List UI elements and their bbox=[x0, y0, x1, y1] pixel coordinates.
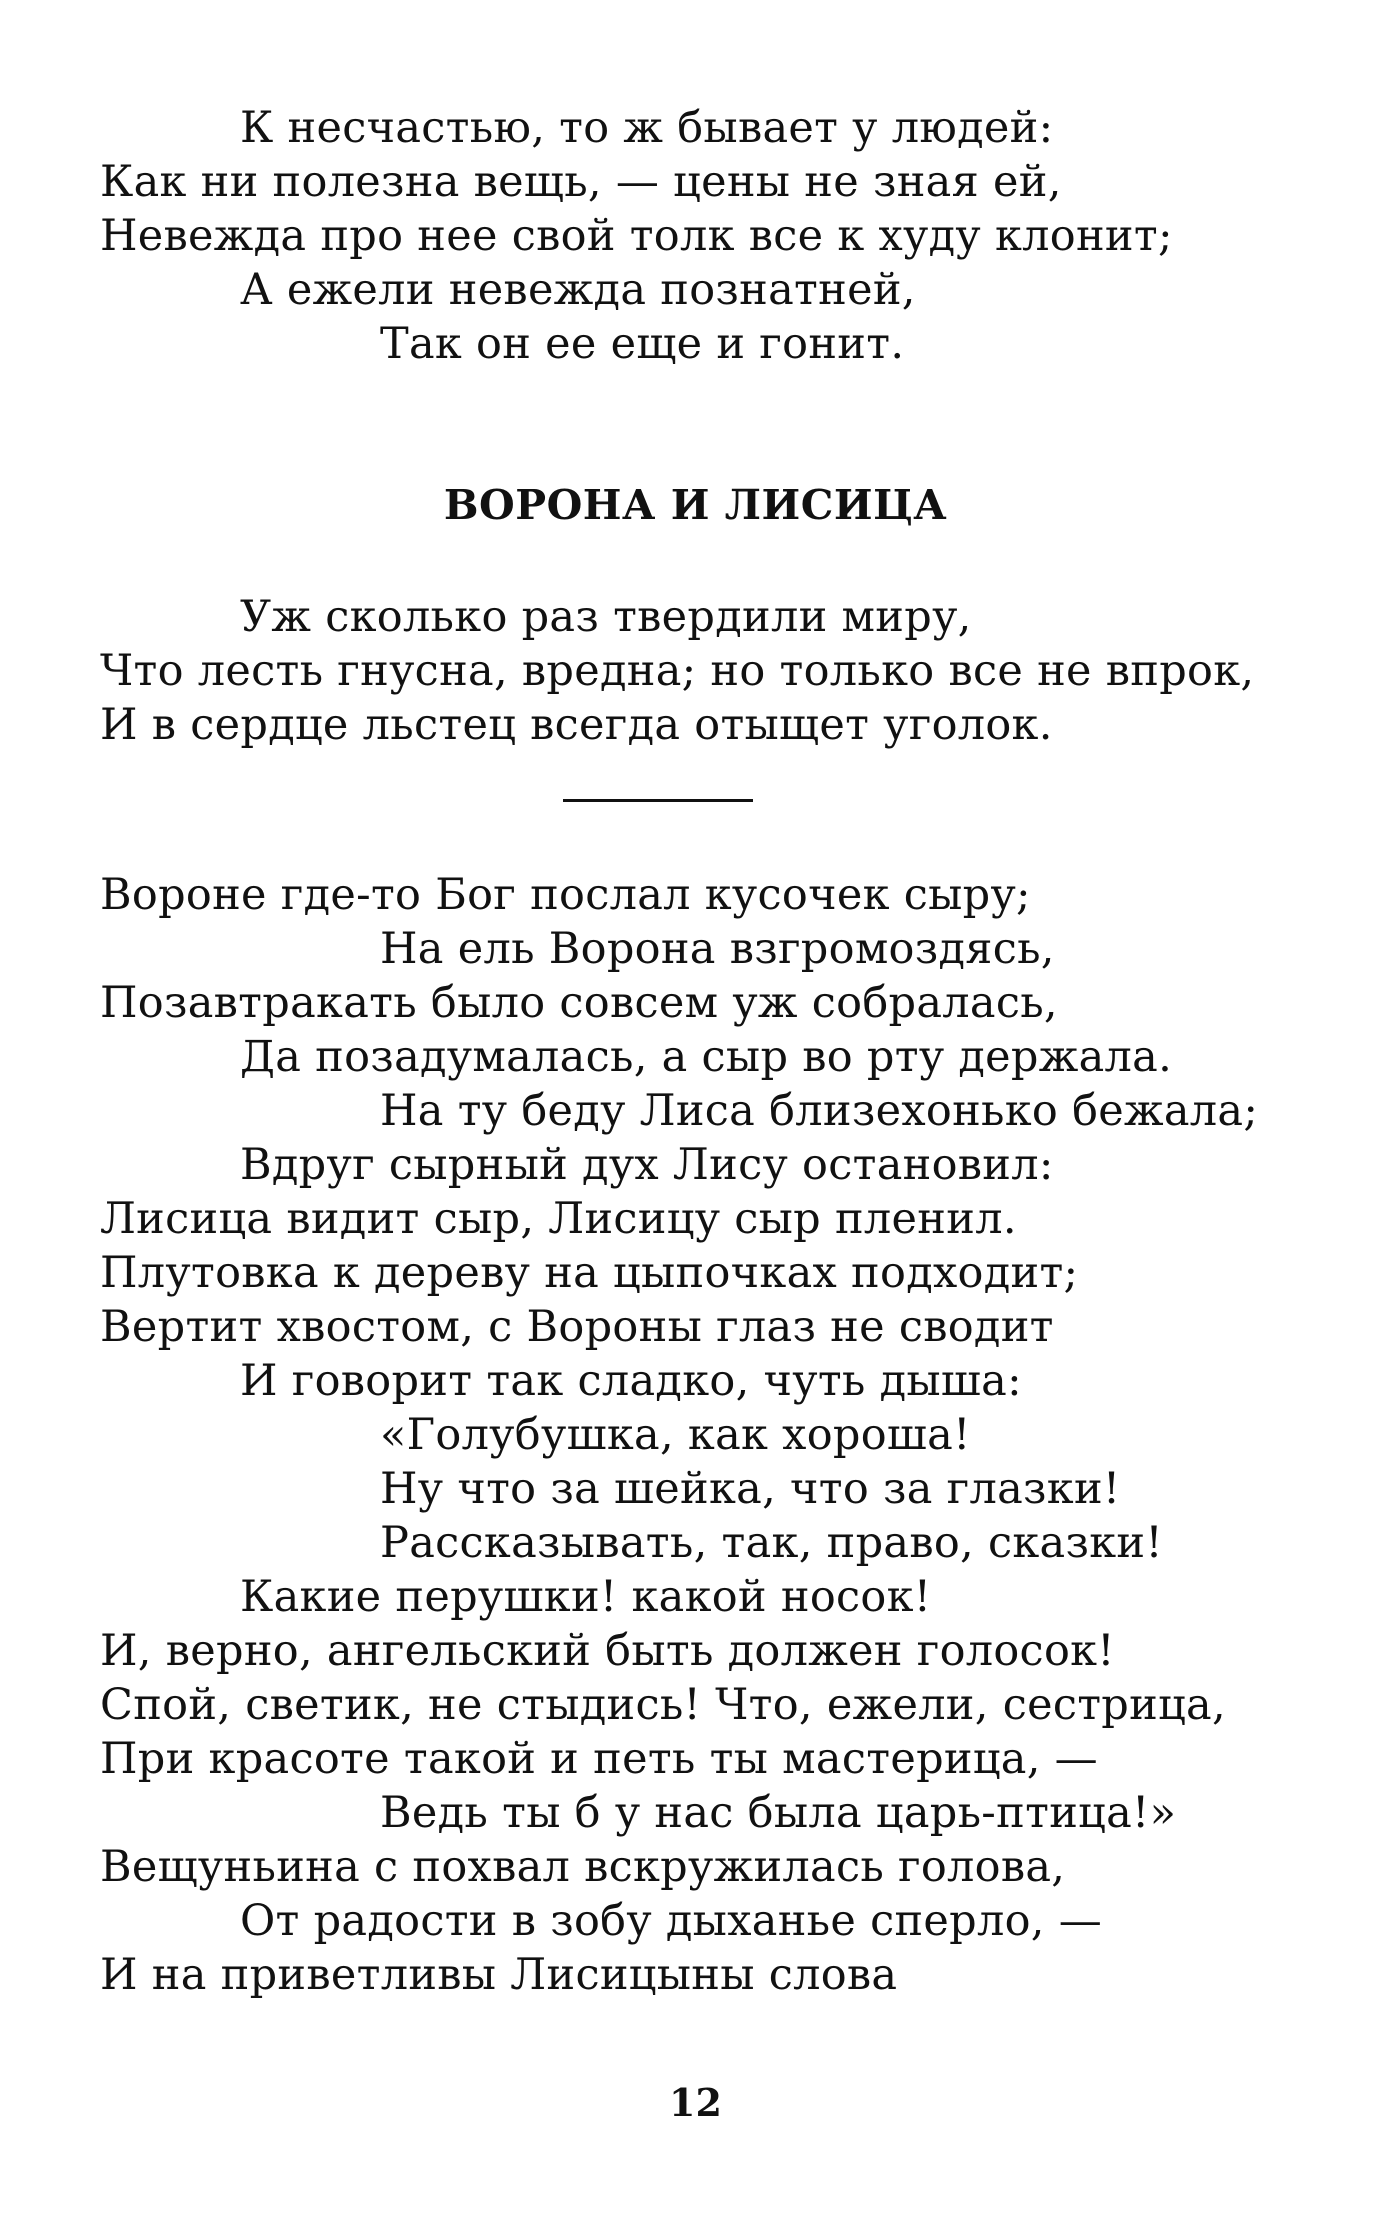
moral-line: Уж сколько раз твердили миру, bbox=[240, 592, 972, 642]
verse-line: На ель Ворона взгромоздясь, bbox=[380, 924, 1055, 974]
section-divider bbox=[563, 799, 753, 802]
verse-line: Рассказывать, так, право, сказки! bbox=[380, 1518, 1163, 1568]
moral-line: И в сердце льстец всегда отыщет уголок. bbox=[100, 700, 1053, 750]
verse-line: Вороне где-то Бог послал кусочек сыру; bbox=[100, 870, 1031, 920]
verse-line: Какие перушки! какой носок! bbox=[240, 1572, 932, 1622]
moral-line: Что лесть гнусна, вредна; но только все не впрок, bbox=[100, 646, 1255, 696]
verse-line: Позавтракать было совсем уж собралась, bbox=[100, 978, 1058, 1028]
verse-line: При красоте такой и петь ты мастерица, — bbox=[100, 1734, 1098, 1784]
page-number: 12 bbox=[669, 2080, 722, 2125]
verse-line: От радости в зобу дыханье сперло, — bbox=[240, 1896, 1103, 1946]
verse-line: На ту беду Лиса близехонько бежала; bbox=[380, 1086, 1259, 1136]
verse-line: И говорит так сладко, чуть дыша: bbox=[240, 1356, 1022, 1406]
fable-title: ВОРОНА И ЛИСИЦА bbox=[443, 481, 948, 529]
verse-line: И, верно, ангельский быть должен голосок! bbox=[100, 1626, 1115, 1676]
verse-line: И на приветливы Лисицыны слова bbox=[100, 1950, 898, 2000]
verse-line: Невежда про нее свой толк все к худу клонит; bbox=[100, 211, 1173, 261]
verse-line: «Голубушка, как хороша! bbox=[380, 1410, 971, 1460]
verse-line: К несчастью, то ж бывает у людей: bbox=[240, 103, 1054, 153]
verse-line: Как ни полезна вещь, — цены не зная ей, bbox=[100, 157, 1062, 207]
verse-line: Вдруг сырный дух Лису остановил: bbox=[240, 1140, 1054, 1190]
verse-line: Да позадумалась, а сыр во рту держала. bbox=[240, 1032, 1173, 1082]
verse-line: Вещуньина с похвал вскружилась голова, bbox=[100, 1842, 1066, 1892]
verse-line: Плутовка к дереву на цыпочках подходит; bbox=[100, 1248, 1079, 1298]
verse-line: Спой, светик, не стыдись! Что, ежели, сестрица, bbox=[100, 1680, 1226, 1730]
verse-line: Ну что за шейка, что за глазки! bbox=[380, 1464, 1121, 1514]
verse-line: А ежели невежда познатней, bbox=[240, 265, 916, 315]
verse-line: Лисица видит сыр, Лисицу сыр пленил. bbox=[100, 1194, 1017, 1244]
verse-line: Так он ее еще и гонит. bbox=[380, 319, 905, 369]
verse-line: Вертит хвостом, с Вороны глаз не сводит bbox=[100, 1302, 1054, 1352]
verse-line: Ведь ты б у нас была царь-птица!» bbox=[380, 1788, 1177, 1838]
